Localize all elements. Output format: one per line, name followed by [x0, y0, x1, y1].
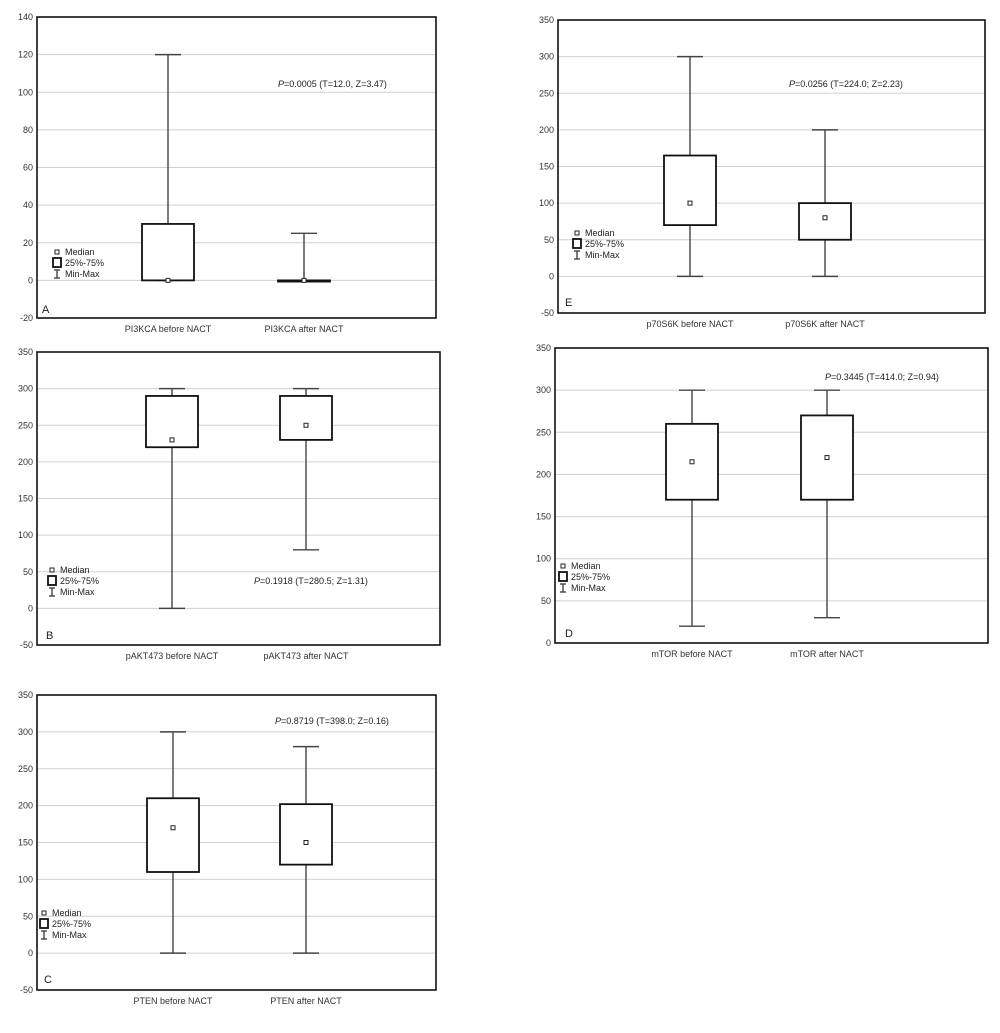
- y-tick-label: 250: [535, 427, 551, 438]
- y-tick-label: 150: [17, 493, 33, 504]
- legend-box-label: 25%-75%: [585, 239, 625, 249]
- p-symbol: P: [825, 372, 832, 382]
- y-tick-label: 100: [17, 874, 33, 885]
- x-category-label: PI3KCA after NACT: [264, 324, 344, 334]
- plot-frame: [555, 348, 988, 643]
- box-after: [801, 390, 853, 618]
- iqr-box: [147, 798, 199, 872]
- legend-median-icon: [42, 911, 46, 915]
- legend-box-icon: [53, 258, 61, 267]
- legend-minmax-label: Min-Max: [52, 930, 87, 940]
- iqr-box: [664, 156, 716, 226]
- box-before: [666, 390, 718, 626]
- p-value-text: =0.8719 (T=398.0; Z=0.16): [281, 716, 389, 726]
- panel-letter: B: [46, 630, 54, 642]
- panel-letter: D: [565, 628, 573, 640]
- median-marker: [823, 216, 827, 220]
- legend-box-label: 25%-75%: [65, 258, 105, 268]
- chart-panel-d: [510, 340, 990, 670]
- y-tick-label: 250: [17, 763, 33, 774]
- p-symbol: P: [254, 576, 261, 586]
- y-tick-label: 350: [535, 343, 551, 353]
- y-tick-label: 50: [22, 566, 33, 577]
- legend-median-label: Median: [60, 565, 90, 575]
- y-tick-label: 150: [538, 161, 554, 172]
- median-marker: [304, 841, 308, 845]
- legend-median-icon: [575, 231, 579, 235]
- p-value-text: =0.1918 (T=280.5; Z=1.31): [260, 576, 368, 586]
- p-value-annotation: [789, 79, 903, 89]
- x-category-label: p70S6K before NACT: [646, 319, 734, 329]
- y-tick-label: 60: [22, 162, 33, 173]
- median-marker: [688, 201, 692, 205]
- legend-median-icon: [50, 568, 54, 572]
- y-tick-label: 20: [22, 237, 33, 248]
- median-marker: [304, 423, 308, 427]
- y-tick-label: 100: [535, 553, 551, 564]
- median-marker: [166, 278, 170, 282]
- legend: [53, 247, 104, 279]
- y-tick-label: 0: [545, 638, 551, 648]
- chart-panel-b: [0, 340, 470, 670]
- y-tick-label: 250: [538, 88, 554, 99]
- median-marker: [302, 278, 306, 282]
- box-before: [142, 55, 194, 283]
- y-tick-label: 200: [538, 124, 554, 135]
- box-after: [280, 389, 332, 550]
- p-value-annotation: [254, 576, 368, 586]
- legend-median-label: Median: [65, 247, 95, 257]
- y-tick-label: 350: [538, 15, 554, 25]
- y-tick-label: 200: [17, 800, 33, 811]
- iqr-box: [280, 396, 332, 440]
- y-tick-label: 300: [535, 385, 551, 396]
- y-tick-label: -50: [540, 308, 554, 318]
- legend-minmax-label: Min-Max: [585, 250, 620, 260]
- panel-letter: C: [44, 974, 52, 986]
- y-tick-label: 150: [17, 837, 33, 848]
- legend: [559, 561, 610, 593]
- y-tick-label: 140: [17, 12, 33, 22]
- p-value-text: =0.0256 (T=224.0; Z=2.23): [795, 79, 903, 89]
- y-tick-label: 100: [17, 530, 33, 541]
- legend-box-icon: [573, 239, 581, 248]
- x-category-label: pAKT473 before NACT: [125, 651, 219, 661]
- iqr-box: [280, 804, 332, 864]
- y-tick-label: 300: [17, 726, 33, 737]
- x-category-label: PTEN after NACT: [270, 996, 342, 1006]
- p-value-text: =0.0005 (T=12.0, Z=3.47): [284, 79, 387, 89]
- legend-minmax-label: Min-Max: [65, 269, 100, 279]
- legend-median-label: Median: [571, 561, 601, 571]
- legend-box-icon: [48, 576, 56, 585]
- legend: [40, 908, 91, 940]
- median-marker: [170, 438, 174, 442]
- y-tick-label: 200: [535, 469, 551, 480]
- y-tick-label: 50: [540, 595, 551, 606]
- median-marker: [825, 456, 829, 460]
- y-tick-label: 40: [22, 200, 33, 211]
- legend-box-label: 25%-75%: [52, 919, 92, 929]
- x-category-label: mTOR before NACT: [651, 649, 733, 659]
- iqr-box: [799, 203, 851, 240]
- y-tick-label: 80: [22, 124, 33, 135]
- y-tick-label: 100: [17, 87, 33, 98]
- y-tick-label: 350: [17, 347, 33, 357]
- y-tick-label: 0: [548, 271, 554, 282]
- y-tick-label: 300: [538, 51, 554, 62]
- iqr-box: [142, 224, 194, 280]
- y-tick-label: 250: [17, 420, 33, 431]
- x-category-label: PTEN before NACT: [133, 996, 213, 1006]
- y-tick-label: 350: [17, 690, 33, 700]
- p-symbol: P: [275, 716, 282, 726]
- y-tick-label: -50: [19, 985, 33, 995]
- x-category-label: mTOR after NACT: [790, 649, 864, 659]
- y-tick-label: 300: [17, 383, 33, 394]
- legend-box-label: 25%-75%: [60, 576, 100, 586]
- box-after: [280, 747, 332, 954]
- panel-letter: A: [42, 304, 50, 316]
- box-after: [278, 233, 330, 282]
- y-tick-label: 50: [22, 911, 33, 922]
- legend-median-label: Median: [585, 228, 615, 238]
- y-tick-label: 50: [543, 234, 554, 245]
- y-tick-label: -20: [19, 313, 33, 323]
- y-tick-label: 120: [17, 49, 33, 60]
- p-symbol: P: [278, 79, 285, 89]
- panel-letter: E: [565, 297, 573, 309]
- box-after: [799, 130, 851, 277]
- legend-median-icon: [55, 250, 59, 254]
- y-tick-label: 200: [17, 456, 33, 467]
- x-category-label: pAKT473 after NACT: [263, 651, 349, 661]
- legend-median-label: Median: [52, 908, 82, 918]
- p-value-annotation: [275, 716, 389, 726]
- p-value-text: =0.3445 (T=414.0; Z=0.94): [831, 372, 939, 382]
- legend: [573, 228, 624, 260]
- legend-box-label: 25%-75%: [571, 572, 611, 582]
- p-value-annotation: [825, 372, 939, 382]
- legend-box-icon: [40, 919, 48, 928]
- legend-minmax-label: Min-Max: [571, 583, 606, 593]
- chart-panel-e: [510, 0, 990, 340]
- median-marker: [171, 826, 175, 830]
- x-category-label: PI3KCA before NACT: [124, 324, 212, 334]
- legend: [48, 565, 99, 597]
- median-marker: [690, 460, 694, 464]
- legend-box-icon: [559, 572, 567, 581]
- y-tick-label: -50: [19, 640, 33, 650]
- p-symbol: P: [789, 79, 796, 89]
- y-tick-label: 0: [27, 948, 33, 959]
- chart-panel-c: [0, 680, 470, 1030]
- box-before: [664, 57, 716, 277]
- p-value-annotation: [278, 79, 387, 89]
- legend-minmax-label: Min-Max: [60, 587, 95, 597]
- y-tick-label: 0: [27, 275, 33, 286]
- chart-panel-a: [0, 0, 470, 345]
- x-category-label: p70S6K after NACT: [785, 319, 865, 329]
- y-tick-label: 150: [535, 511, 551, 522]
- box-before: [147, 732, 199, 953]
- y-tick-label: 100: [538, 198, 554, 209]
- legend-median-icon: [561, 564, 565, 568]
- y-tick-label: 0: [27, 603, 33, 614]
